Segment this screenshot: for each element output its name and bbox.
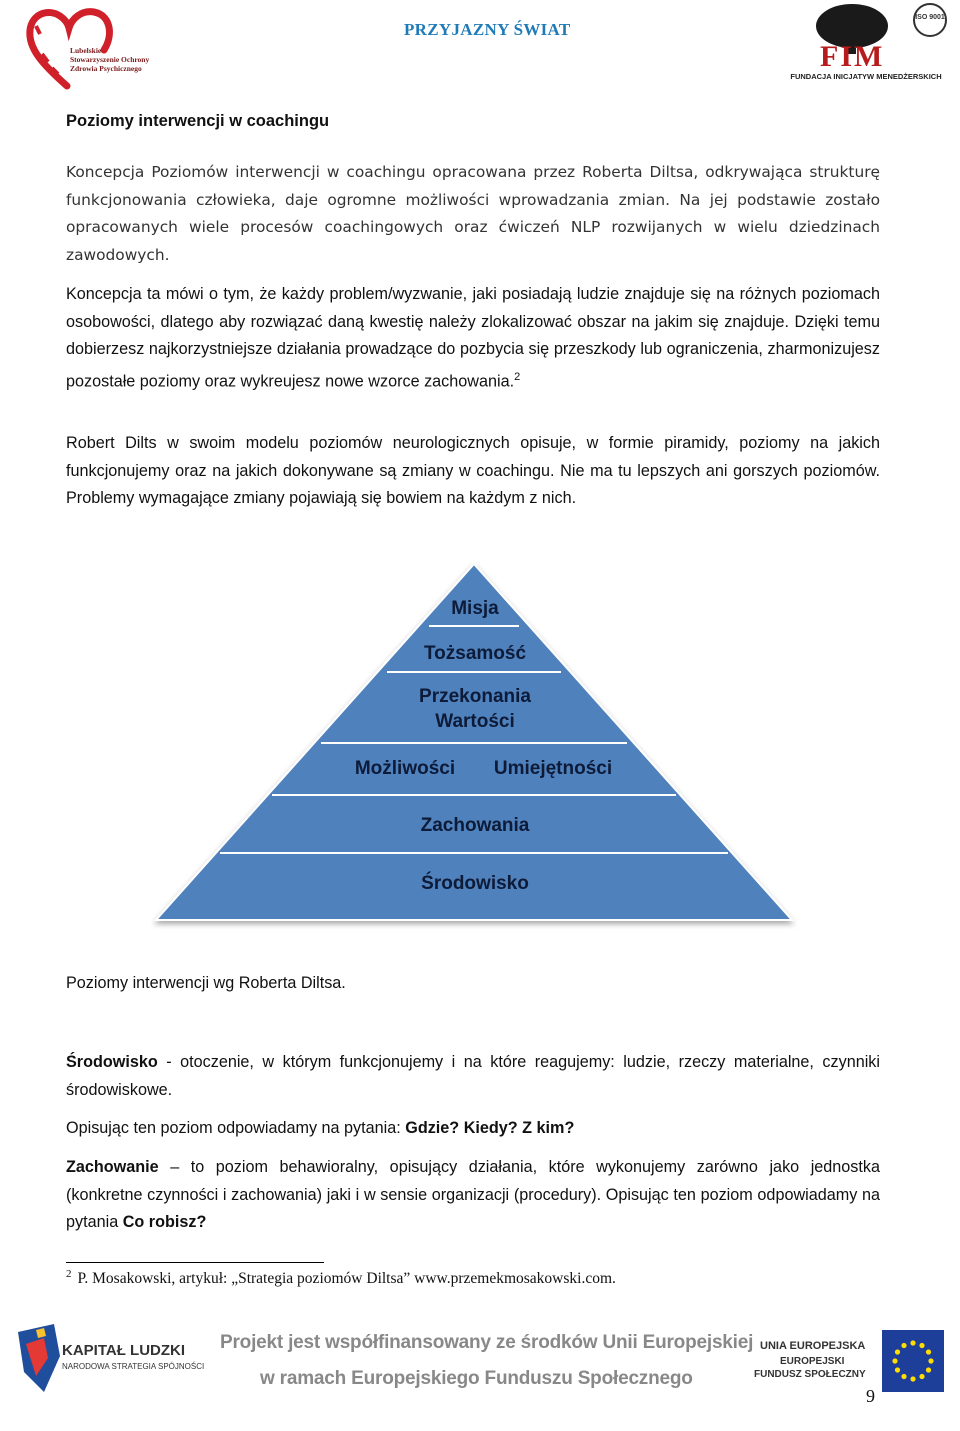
- definition-srodowisko-text: - otoczenie, w którym funkcjonujemy i na które reagujemy: ludzie, rzeczy materialne, czynniki środowiskowe.: [66, 1053, 880, 1099]
- pyramid-level-misja: Misja: [451, 598, 499, 619]
- fim-text: FIM: [820, 40, 885, 73]
- term-srodowisko: Środowisko: [66, 1053, 158, 1071]
- figure-caption: Poziomy interwencji wg Roberta Diltsa.: [66, 974, 346, 992]
- pyramid-level-mozliwosci: Możliwości: [354, 758, 456, 779]
- eu-title: UNIA EUROPEJSKA: [760, 1340, 866, 1352]
- kapital-title: KAPITAŁ LUDZKI: [62, 1342, 186, 1359]
- paragraph-2: [66, 281, 880, 395]
- pyramid-level-tozsamosc: Tożsamość: [423, 643, 527, 664]
- term-zachowanie: Zachowanie: [66, 1158, 159, 1176]
- page-number: 9: [866, 1386, 875, 1406]
- pyramid-level-zachowania: Zachowania: [420, 815, 530, 836]
- eu-subtitle-2: FUNDUSZ SPOŁECZNY: [754, 1369, 866, 1380]
- fim-subtitle: FUNDACJA INICJATYW MENEDŻERSKICH: [790, 72, 942, 81]
- pyramid-diagram: [150, 560, 800, 930]
- footnote-ref: 2: [514, 370, 521, 383]
- question-prefix: Opisując ten poziom odpowiadamy na pytania:: [66, 1119, 406, 1137]
- question-zachowanie-text: Co robisz?: [122, 1213, 207, 1231]
- paragraph-1: Koncepcja Poziomów interwencji w coachingu opracowana przez Roberta Diltsa, odkrywająca strukturę funkcjonowania człowieka, daje ogromne możliwości wprowadzania zmian. Na jej podstawie zostało opracowanych wiele procesów coachingowych oraz ćwiczeń NLP rozwijanych w wielu dziedzinach zawodowych.: [66, 163, 880, 264]
- pyramid-level-przekonania: Przekonania: [419, 686, 531, 707]
- project-line-2: w ramach Europejskiego Funduszu Społecznego: [260, 1368, 693, 1389]
- footnote-number: 2: [66, 1268, 72, 1280]
- question-srodowisko-text: Gdzie? Kiedy? Z kim?: [405, 1119, 575, 1137]
- footnote: [66, 1268, 616, 1288]
- eu-flag-icon: [882, 1330, 944, 1392]
- pyramid-level-umiejetnosci: Umiejętności: [493, 758, 613, 779]
- footnote-divider: [66, 1262, 324, 1263]
- header-title: PRZYJAZNY ŚWIAT: [404, 20, 571, 39]
- project-line-1: Projekt jest współfinansowany ze środków Unii Europejskiej: [220, 1332, 754, 1353]
- kapital-ludzki-icon: [14, 1322, 64, 1394]
- fim-logo: [780, 0, 950, 88]
- definition-zachowanie-text: – to poziom behawioralny, opisujący działania, które wykonujemy zarówno jako jednostka (konkretne czynności i zachowania) jaki i w sensie organizacji (procedury). Opisując ten poziom odpowiadamy na pytania: [66, 1158, 880, 1231]
- kapital-subtitle: NARODOWA STRATEGIA SPÓJNOŚCI: [62, 1362, 205, 1371]
- question-srodowisko: [66, 1115, 880, 1143]
- definition-zachowanie: [66, 1154, 880, 1237]
- section-heading: Poziomy interwencji w coachingu: [66, 112, 330, 130]
- iso-badge: ISO 9001: [915, 14, 945, 21]
- definition-srodowisko: [66, 1049, 880, 1104]
- left-logo-text: Lubelskie Stowarzyszenie Ochrony Zdrowia Psychicznego: [70, 46, 150, 73]
- heart-logo: [22, 4, 152, 92]
- paragraph-2-text: Koncepcja ta mówi o tym, że każdy problem/wyzwanie, jaki posiadają ludzie znajduje się na różnych poziomach osobowości, dlatego aby rozwiązać daną kwestię należy zlokalizować obszar na jakim się znajduje. Dzięki temu dobierzesz najkorzystniejsze działania prowadzące do pozbycia się przeszkody lub ograniczenia, zharmonizujesz pozostałe poziomy oraz wykreujesz nowe wzorce zachowania.: [66, 285, 880, 390]
- footer-banner: [14, 1322, 946, 1398]
- footnote-text: P. Mosakowski, artykuł: „Strategia poziomów Diltsa” www.przemekmosakowski.com.: [77, 1270, 616, 1288]
- pyramid-level-srodowisko: Środowisko: [421, 873, 529, 894]
- paragraph-3: Robert Dilts w swoim modelu poziomów neurologicznych opisuje, w formie piramidy, poziomy na jakich funkcjonujemy oraz na jakich dokonywane są zmiany w coachingu. Nie ma tu lepszych ani gorszych poziomów. Problemy wymagające zmiany pojawiają się bowiem na każdym z nich.: [66, 434, 880, 507]
- pyramid-level-wartosci: Wartości: [435, 711, 515, 732]
- eu-subtitle-1: EUROPEJSKI: [780, 1356, 845, 1367]
